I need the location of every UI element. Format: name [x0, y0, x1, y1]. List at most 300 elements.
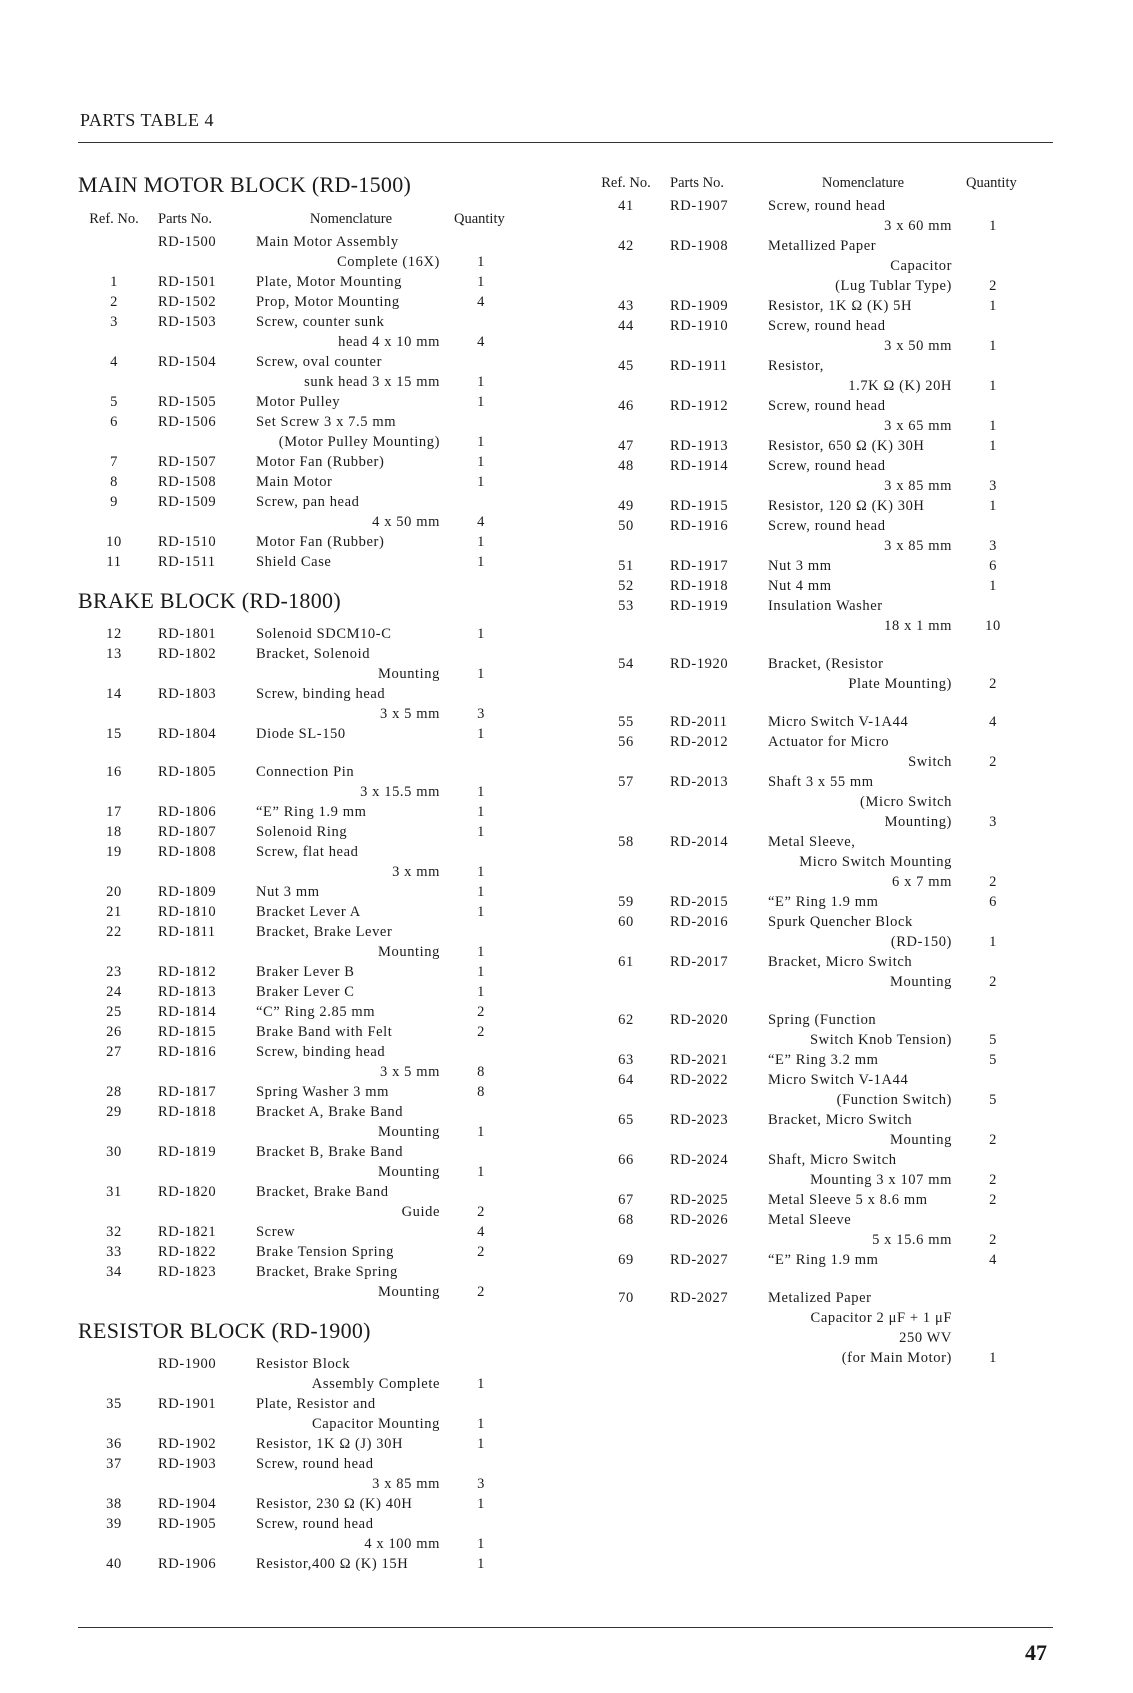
parts-no: RD-1811	[158, 924, 216, 940]
header-ref: Ref. No.	[89, 211, 139, 227]
parts-no: RD-1807	[158, 824, 217, 840]
ref-no: 68	[618, 1212, 634, 1228]
nomenclature-line: Bracket B, Brake Band	[256, 1144, 404, 1160]
table-row	[78, 1082, 538, 1102]
nomenclature	[256, 1022, 446, 1042]
nomenclature	[256, 452, 446, 472]
ref-no: 69	[618, 1252, 634, 1268]
ref-no: 18	[106, 824, 122, 840]
quantity-value: 2	[477, 1004, 485, 1020]
nomenclature-line: 1.7K Ω (K) 20H	[848, 378, 952, 394]
nomenclature-line: 3 x 85 mm	[884, 478, 952, 494]
nomenclature-line: Bracket Lever A	[256, 904, 361, 920]
quantity-value: 1	[477, 864, 485, 880]
header-parts: Parts No.	[158, 211, 212, 227]
nomenclature-line: Spring (Function	[768, 1012, 877, 1028]
ref-no: 53	[618, 598, 634, 614]
quantity	[958, 1210, 1028, 1250]
nomenclature-line: Plate Mounting)	[848, 676, 952, 692]
left-column	[78, 170, 538, 1574]
parts-no: RD-1812	[158, 964, 217, 980]
parts-no: RD-1920	[670, 656, 729, 672]
ref-no: 16	[106, 764, 122, 780]
ref-no: 59	[618, 894, 634, 910]
nomenclature-line: Metal Sleeve 5 x 8.6 mm	[768, 1192, 928, 1208]
parts-no: RD-1808	[158, 844, 217, 860]
table-row	[78, 1142, 538, 1182]
nomenclature	[256, 1554, 446, 1574]
nomenclature-line: (for Main Motor)	[841, 1350, 952, 1366]
nomenclature	[768, 576, 958, 596]
quantity-value: 3	[477, 706, 485, 722]
quantity	[446, 292, 516, 312]
row-gap	[590, 636, 1050, 654]
nomenclature-line: Screw, oval counter	[256, 354, 383, 370]
nomenclature	[768, 196, 958, 236]
quantity	[958, 356, 1028, 396]
parts-no: RD-1904	[158, 1496, 217, 1512]
nomenclature-line: (Motor Pulley Mounting)	[278, 434, 440, 450]
nomenclature	[768, 596, 958, 636]
nomenclature-line: Mounting	[890, 1132, 952, 1148]
quantity-value: 1	[989, 218, 997, 234]
quantity-value: 2	[989, 1192, 997, 1208]
ref-no: 12	[106, 626, 122, 642]
parts-no: RD-1815	[158, 1024, 217, 1040]
parts-no: RD-1821	[158, 1224, 217, 1240]
table-row	[590, 596, 1050, 636]
quantity-value: 1	[477, 394, 485, 410]
nomenclature	[256, 902, 446, 922]
parts-no: RD-1910	[670, 318, 729, 334]
ref-no: 1	[110, 274, 118, 290]
table-row	[590, 1250, 1050, 1270]
table-row	[78, 1434, 538, 1454]
nomenclature-line: Resistor, 1K Ω (J) 30H	[256, 1436, 404, 1452]
quantity	[446, 1394, 516, 1434]
parts-no: RD-1504	[158, 354, 217, 370]
quantity	[446, 1142, 516, 1182]
nomenclature-line: Motor Fan (Rubber)	[256, 454, 385, 470]
nomenclature	[768, 516, 958, 556]
ref-no: 15	[106, 726, 122, 742]
quantity-value: 4	[477, 334, 485, 350]
ref-no: 67	[618, 1192, 634, 1208]
ref-no: 70	[618, 1290, 634, 1306]
nomenclature-line: Mounting)	[884, 814, 952, 830]
nomenclature	[768, 556, 958, 576]
nomenclature	[256, 1394, 446, 1434]
nomenclature-line: Main Motor Assembly	[256, 234, 399, 250]
nomenclature-line: Capacitor Mounting	[312, 1416, 440, 1432]
table-row	[590, 236, 1050, 296]
nomenclature-line: Assembly Complete	[311, 1376, 440, 1392]
nomenclature	[256, 1262, 446, 1302]
nomenclature-line: Capacitor 2 μF + 1 μF	[810, 1310, 952, 1326]
parts-no: RD-1913	[670, 438, 729, 454]
quantity	[446, 1242, 516, 1262]
table-row	[590, 356, 1050, 396]
quantity-value: 6	[989, 894, 997, 910]
quantity	[446, 762, 516, 802]
nomenclature-line: Mounting	[378, 1164, 440, 1180]
table-row	[78, 822, 538, 842]
quantity	[446, 272, 516, 292]
parts-no: RD-1820	[158, 1184, 217, 1200]
nomenclature	[256, 352, 446, 392]
parts-no: RD-2022	[670, 1072, 729, 1088]
table-row	[78, 1454, 538, 1494]
nomenclature-line: Screw, counter sunk	[256, 314, 385, 330]
parts-no: RD-1813	[158, 984, 217, 1000]
quantity-value: 1	[989, 418, 997, 434]
nomenclature-line: Bracket, Solenoid	[256, 646, 371, 662]
nomenclature	[768, 296, 958, 316]
table-row	[78, 1514, 538, 1554]
ref-no: 13	[106, 646, 122, 662]
parts-no: RD-1919	[670, 598, 729, 614]
quantity-value: 8	[477, 1084, 485, 1100]
ref-no: 8	[110, 474, 118, 490]
nomenclature	[768, 1150, 958, 1190]
quantity-value: 4	[989, 714, 997, 730]
quantity-value: 1	[989, 1350, 997, 1366]
table-row	[590, 436, 1050, 456]
quantity-value: 1	[477, 274, 485, 290]
nomenclature	[256, 624, 446, 644]
parts-no: RD-1804	[158, 726, 217, 742]
ref-no	[78, 232, 150, 272]
nomenclature	[256, 1142, 446, 1182]
nomenclature	[768, 1010, 958, 1050]
block-title: RESISTOR BLOCK (RD-1900)	[78, 1318, 371, 1343]
ref-no: 11	[106, 554, 122, 570]
nomenclature-line: Screw, round head	[768, 198, 886, 214]
nomenclature	[256, 1434, 446, 1454]
nomenclature	[256, 1454, 446, 1494]
parts-no: RD-1803	[158, 686, 217, 702]
quantity	[446, 1262, 516, 1302]
parts-no: RD-1801	[158, 626, 217, 642]
nomenclature	[256, 272, 446, 292]
header-quantity: Quantity	[966, 175, 1017, 191]
nomenclature	[768, 396, 958, 436]
nomenclature	[768, 952, 958, 992]
ref-no: 23	[106, 964, 122, 980]
nomenclature-line: Screw, pan head	[256, 494, 360, 510]
quantity-value: 2	[477, 1024, 485, 1040]
nomenclature	[768, 1050, 958, 1070]
table-row	[78, 882, 538, 902]
quantity	[446, 1102, 516, 1142]
quantity	[958, 832, 1028, 892]
nomenclature-line: Shaft 3 x 55 mm	[768, 774, 874, 790]
header-rule	[78, 142, 1053, 143]
quantity-value: 1	[477, 254, 485, 270]
quantity	[958, 892, 1028, 912]
nomenclature	[768, 892, 958, 912]
ref-no: 61	[618, 954, 634, 970]
ref-no: 17	[106, 804, 122, 820]
nomenclature	[768, 1070, 958, 1110]
quantity	[446, 472, 516, 492]
nomenclature-line: Screw, round head	[256, 1516, 374, 1532]
parts-no: RD-2011	[670, 714, 728, 730]
parts-no: RD-2012	[670, 734, 729, 750]
quantity	[958, 1010, 1028, 1050]
quantity	[958, 396, 1028, 436]
quantity	[446, 1042, 516, 1082]
table-row	[590, 396, 1050, 436]
table-row	[590, 952, 1050, 992]
parts-no: RD-2021	[670, 1052, 729, 1068]
nomenclature-line: 250 WV	[899, 1330, 952, 1346]
nomenclature-line: Nut 3 mm	[768, 558, 832, 574]
ref-no: 30	[106, 1144, 122, 1160]
table-row	[590, 654, 1050, 694]
parts-no: RD-2013	[670, 774, 729, 790]
nomenclature-line: Metallized Paper	[768, 238, 877, 254]
nomenclature	[256, 292, 446, 312]
nomenclature	[256, 922, 446, 962]
nomenclature-line: Brake Band with Felt	[256, 1024, 393, 1040]
nomenclature-line: 3 x 15.5 mm	[360, 784, 440, 800]
quantity	[958, 1150, 1028, 1190]
quantity	[446, 684, 516, 724]
parts-no: RD-2027	[670, 1290, 729, 1306]
quantity	[958, 496, 1028, 516]
ref-no: 32	[106, 1224, 122, 1240]
quantity-value: 6	[989, 558, 997, 574]
header-parts: Parts No.	[670, 175, 724, 191]
table-row	[590, 1070, 1050, 1110]
quantity-value: 1	[477, 984, 485, 1000]
quantity-value: 1	[477, 1124, 485, 1140]
nomenclature-line: Metalized Paper	[768, 1290, 872, 1306]
nomenclature-line: Complete (16X)	[336, 254, 440, 270]
ref-no: 40	[106, 1556, 122, 1572]
nomenclature-line: Braker Lever C	[256, 984, 355, 1000]
table-row	[590, 316, 1050, 356]
section-gap	[78, 572, 538, 586]
nomenclature-line: Brake Tension Spring	[256, 1244, 394, 1260]
parts-no: RD-1909	[670, 298, 729, 314]
nomenclature-line: Mounting	[378, 1124, 440, 1140]
table-row	[78, 1242, 538, 1262]
nomenclature-line: Bracket, Micro Switch	[768, 954, 913, 970]
quantity	[958, 1288, 1028, 1368]
table-row	[78, 802, 538, 822]
table-row	[78, 982, 538, 1002]
nomenclature	[768, 732, 958, 772]
nomenclature	[768, 832, 958, 892]
nomenclature-line: Mounting	[890, 974, 952, 990]
nomenclature	[768, 912, 958, 952]
quantity-value: 1	[989, 298, 997, 314]
nomenclature-line: (RD-150)	[890, 934, 952, 950]
nomenclature-line: Screw, round head	[768, 398, 886, 414]
nomenclature	[256, 842, 446, 882]
nomenclature-line: Screw, round head	[256, 1456, 374, 1472]
quantity	[446, 552, 516, 572]
quantity-value: 1	[477, 1496, 485, 1512]
nomenclature	[256, 552, 446, 572]
ref-no: 2	[110, 294, 118, 310]
parts-no: RD-1908	[670, 238, 729, 254]
quantity-value: 2	[989, 974, 997, 990]
nomenclature	[256, 644, 446, 684]
parts-no: RD-1508	[158, 474, 217, 490]
table-row	[78, 552, 538, 572]
ref-no: 10	[106, 534, 122, 550]
parts-no: RD-1906	[158, 1556, 217, 1572]
quantity-value: 2	[989, 874, 997, 890]
quantity	[958, 436, 1028, 456]
nomenclature-line: Set Screw 3 x 7.5 mm	[256, 414, 397, 430]
quantity-value: 1	[477, 666, 485, 682]
nomenclature-line: Screw, flat head	[256, 844, 359, 860]
parts-no: RD-1507	[158, 454, 217, 470]
nomenclature	[256, 232, 446, 272]
nomenclature-line: Bracket, Brake Lever	[256, 924, 393, 940]
parts-no: RD-1911	[670, 358, 728, 374]
quantity-value: 1	[477, 1436, 485, 1452]
ref-no: 33	[106, 1244, 122, 1260]
table-row	[78, 352, 538, 392]
parts-no: RD-1822	[158, 1244, 217, 1260]
parts-no: RD-1806	[158, 804, 217, 820]
quantity-value: 1	[989, 934, 997, 950]
table-row	[78, 1222, 538, 1242]
ref-no: 20	[106, 884, 122, 900]
quantity	[958, 576, 1028, 596]
nomenclature	[256, 882, 446, 902]
quantity-value: 1	[477, 1416, 485, 1432]
footer-rule	[78, 1627, 1053, 1628]
table-row	[78, 472, 538, 492]
quantity-value: 4	[477, 514, 485, 530]
nomenclature-line: Mounting	[378, 666, 440, 682]
table-row	[590, 1050, 1050, 1070]
table-row	[590, 912, 1050, 952]
table-row	[590, 1288, 1050, 1368]
table-row	[78, 962, 538, 982]
nomenclature-line: 6 x 7 mm	[892, 874, 952, 890]
nomenclature	[256, 802, 446, 822]
ref-no: 35	[106, 1396, 122, 1412]
nomenclature	[256, 1494, 446, 1514]
nomenclature-line: Micro Switch V-1A44	[768, 714, 909, 730]
quantity-value: 1	[477, 626, 485, 642]
nomenclature-line: 3 x 60 mm	[884, 218, 952, 234]
nomenclature-line: 4 x 100 mm	[364, 1536, 440, 1552]
ref-no: 48	[618, 458, 634, 474]
quantity	[446, 232, 516, 272]
quantity	[446, 962, 516, 982]
table-row	[78, 312, 538, 352]
nomenclature-line: Screw, binding head	[256, 1044, 386, 1060]
nomenclature	[256, 1002, 446, 1022]
quantity	[446, 1554, 516, 1574]
nomenclature-line: 3 x 5 mm	[380, 706, 440, 722]
ref-no: 26	[106, 1024, 122, 1040]
nomenclature-line: 3 x mm	[392, 864, 440, 880]
nomenclature	[768, 236, 958, 296]
parts-no: RD-1914	[670, 458, 729, 474]
column-headers	[78, 208, 538, 230]
nomenclature-line: Switch Knob Tension)	[809, 1032, 952, 1048]
table-row	[78, 922, 538, 962]
nomenclature-line: Insulation Washer	[768, 598, 883, 614]
quantity	[446, 1022, 516, 1042]
quantity	[958, 772, 1028, 832]
nomenclature	[768, 316, 958, 356]
table-row	[78, 232, 538, 272]
nomenclature	[256, 392, 446, 412]
row-gap	[590, 1270, 1050, 1288]
quantity	[958, 516, 1028, 556]
ref-no: 51	[618, 558, 634, 574]
table-row	[78, 1042, 538, 1082]
quantity-value: 1	[477, 1164, 485, 1180]
nomenclature-line: Mounting 3 x 107 mm	[810, 1172, 952, 1188]
ref-no: 46	[618, 398, 634, 414]
table-row	[590, 516, 1050, 556]
table-row	[590, 496, 1050, 516]
parts-no: RD-1901	[158, 1396, 217, 1412]
table-row	[78, 412, 538, 452]
table-row	[78, 842, 538, 882]
nomenclature-line: “C” Ring 2.85 mm	[256, 1004, 376, 1020]
parts-no: RD-1823	[158, 1264, 217, 1280]
table-row	[590, 1010, 1050, 1050]
quantity	[958, 316, 1028, 356]
parts-no: RD-1809	[158, 884, 217, 900]
nomenclature-line: Screw, binding head	[256, 686, 386, 702]
quantity	[446, 1434, 516, 1454]
ref-no: 38	[106, 1496, 122, 1512]
nomenclature-line: Solenoid Ring	[256, 824, 348, 840]
parts-no: RD-1503	[158, 314, 217, 330]
parts-no: RD-1510	[158, 534, 217, 550]
ref-no: 60	[618, 914, 634, 930]
parts-no: RD-1816	[158, 1044, 217, 1060]
ref-no: 65	[618, 1112, 634, 1128]
nomenclature-line: Bracket, Brake Spring	[256, 1264, 398, 1280]
parts-no: RD-2024	[670, 1152, 729, 1168]
quantity-value: 5	[989, 1092, 997, 1108]
nomenclature	[256, 412, 446, 452]
table-row	[590, 732, 1050, 772]
nomenclature	[768, 1288, 958, 1368]
nomenclature-line: “E” Ring 3.2 mm	[768, 1052, 879, 1068]
parts-no: RD-1900	[158, 1356, 217, 1372]
nomenclature	[256, 684, 446, 724]
table-row	[78, 1394, 538, 1434]
ref-no: 49	[618, 498, 634, 514]
quantity	[958, 1050, 1028, 1070]
quantity	[958, 236, 1028, 296]
ref-no: 63	[618, 1052, 634, 1068]
table-row	[78, 762, 538, 802]
quantity	[446, 724, 516, 744]
quantity	[446, 982, 516, 1002]
nomenclature	[256, 1514, 446, 1554]
quantity	[446, 842, 516, 882]
nomenclature	[256, 1182, 446, 1222]
column-headers	[590, 172, 1050, 194]
quantity	[446, 922, 516, 962]
